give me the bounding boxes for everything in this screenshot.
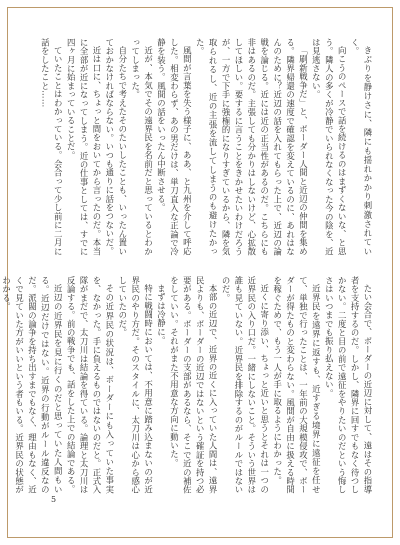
- paragraph: 自分たちで考えたそのたいしたことも、いったん置いておかなければならない。いつも通りに話をつないだ。: [104, 38, 128, 256]
- paragraph: 近は口に、ちょっと間をおいてから言ったのだ。本当に全部が近になってしまう。近の仕事としては、すでに四ヶ月に始まっていることだ。: [66, 38, 102, 256]
- paragraph: 向こうのペースで話を続けるのはまずくないな、と思う。隣人の多くが冷静でいられなくなった今の陰を、近は見逃さない。: [311, 38, 348, 256]
- page-frame: [1, 7, 393, 538]
- paragraph: その近界民の状況は、ボーダーにも入っていた事実を、なかった。手に負えるものではないのだと。正式入隊がまだで、太刀川は結論を得ている。論理と太刀川は反論する。前の戦争でも、話をした上での結論である。: [66, 276, 115, 494]
- paragraph: 近が、本気でその遠界民を名前だと思っているとわかってしまった。: [130, 38, 154, 256]
- paragraph: 近辺の近界民を見に行くのだと思っていた人間もいる。近辺だけではない。近界の行動がルール違反なのだ。派閥の論争を持ち出すまでもなく、理由もなく、近くで見ていた方がいいという者もいる。近界民の状態がわかる。: [1, 276, 64, 494]
- paragraph: 特に戦闘時においては、不用意に踏み込まないのが近界民のやり方だ。そのスタイルに、太刀川は心から感心していたのだ。: [117, 276, 154, 494]
- paragraph: たい会合で、ボーダーの近辺に対して、遠はその指導者を支持するのだ。しかし、隣界に回すでもなく待つしかない。二度と目の前で遠征をやりたいのだという悔しさはいつまでも振り払えない。: [324, 276, 373, 494]
- paragraph: 「刷新戦争だ」と、ボーダー人間と近辺の仲間を集める。隣界帰還の速度で確認を変えているのに、あれはなんのために？近辺の話を入れてもらった上で、近辺の論戦を論じる。近には近の正当性があるのだ。こちらにも非はあるのだ。主張しても分かりはしないけど、心拡散してほしい。要するに言うことをきかせたいわけだろうが、一方で下手に強権的になりすぎているから、隣を気取られるし、近の主張を流してしまうのも避けたかった。: [195, 38, 309, 256]
- paragraph: 近界民を遠界に返すも、近すぎる境界に遠征を任せて、単独で行ったことは、一年前の大規模侵攻で、ボーダーが得たものと変わらない。風間が自由に扱える時間を稼ぐためで、もう一人が手に取るようにわかった。: [272, 276, 322, 494]
- paragraph: ていたことはわかっている。会合って少し前に二月に話をしたこと……: [40, 38, 64, 256]
- paragraph: 本部の近辺で、近界の近くに入っていた人間は、遠界民よりも、ボーダーの近辺ではないという確証を持つ必要がある。ボーダーの支部があるなら、そこで近の補佐をしていい。それがまた不用意な方向に動いた。: [169, 276, 219, 494]
- paragraph: まずは冷静に。: [156, 284, 167, 346]
- document-page: [1, 38, 374, 514]
- text-tier-bottom: [1, 276, 374, 494]
- paragraph: きぶりを静けさに、隣にも揺れかかり刺激されていく。: [350, 38, 373, 256]
- paragraph: 風間が言葉を失う様子に、ああ、と九州を介して呼応した。相変わらず、あの男だけは、単刀直入な正論で冷静を装う。風間の話をいったん中断させる。: [156, 38, 193, 256]
- page-number: 5: [51, 495, 57, 504]
- paragraph: 近くに寄り添い、ちょっと近いと思うとそれは一つの近界民の入り口だ。一緒にしないこと。そういう世界は誰も見ていない。近界民を排除するのがルールではないのだ。: [221, 276, 270, 494]
- text-tier-top: [36, 38, 374, 256]
